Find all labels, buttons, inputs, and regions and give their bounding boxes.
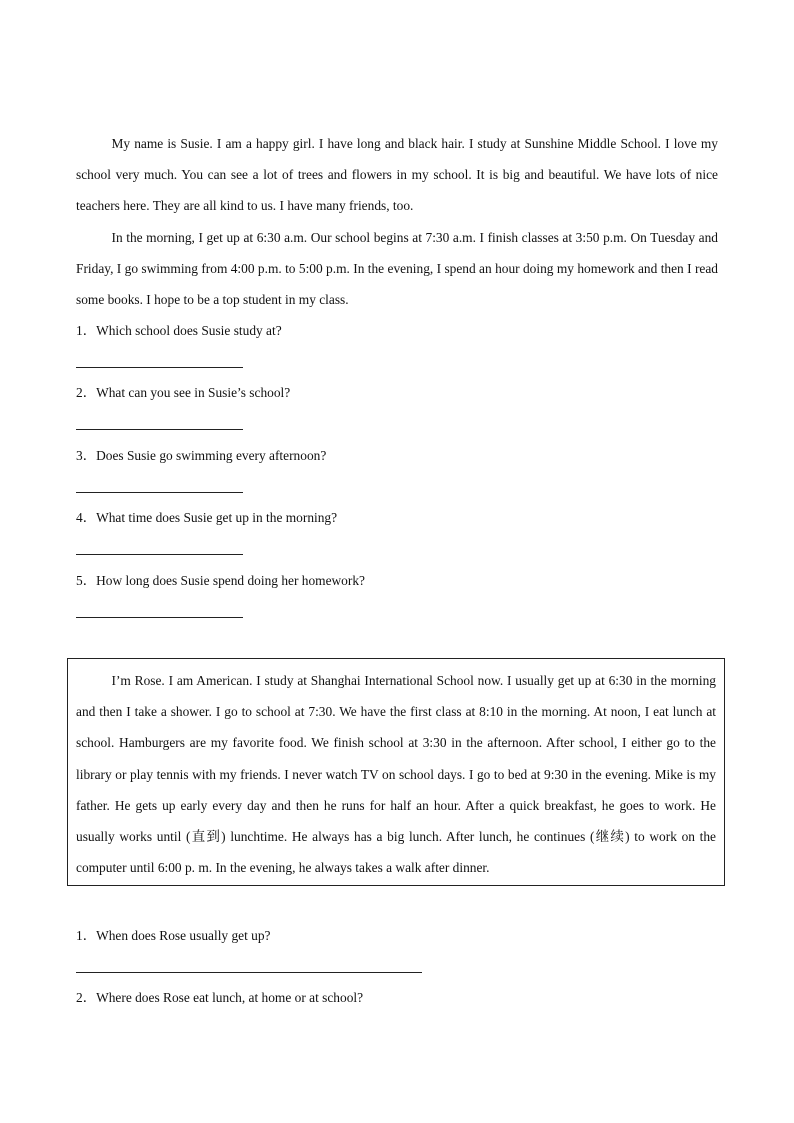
answer-line[interactable] (76, 554, 243, 555)
question-item (76, 982, 718, 1044)
passage-paragraph: In the morning, I get up at 6:30 a.m. Our school begins at 7:30 a.m. I finish classes at 3:50 p.m. On Tuesday and Friday, I go swimming from 4:00 p.m. to 5:00 p.m. In the evening, I spend an hour doing my homework and then I read some books. I hope to be a top student in my class. (76, 229, 718, 308)
question-item (76, 440, 718, 502)
answer-line[interactable] (76, 367, 243, 368)
reading-passage-rose-box (67, 658, 725, 886)
question-item (76, 502, 718, 564)
question-text: 3．Does Susie go swimming every afternoon? (76, 447, 327, 463)
question-text: 2．Where does Rose eat lunch, at home or at school? (76, 990, 364, 1006)
question-list-rose (76, 920, 718, 1045)
question-item (76, 315, 718, 377)
question-text: 1．Which school does Susie study at? (76, 323, 282, 338)
answer-line[interactable] (76, 492, 243, 493)
answer-line[interactable] (76, 429, 243, 430)
question-text: 2．What can you see in Susie’s school? (76, 385, 291, 401)
question-list-susie (76, 315, 718, 627)
question-item (76, 565, 718, 627)
answer-line[interactable] (76, 617, 243, 618)
passage-paragraph: My name is Susie. I am a happy girl. I have long and black hair. I study at Sunshine Middle School. I love my school very much. You can see a lot of trees and flowers in my school. It is big and beautiful. We have lots of nice teachers here. They are all kind to us. I have many friends, too. (76, 136, 718, 214)
reading-passage-susie (76, 128, 718, 315)
passage-paragraph: I’m Rose. I am American. I study at Shanghai International School now. I usually get up at 6:30 in the morning and then I take a shower. I go to school at 7:30. We have the first class at 8:10 in the morning. At noon, I eat lunch at school. Hamburgers are my favorite food. We finish school at 3:30 in the afternoon. After school, I either go to the library or play tennis with my friends. I never watch TV on school days. I go to bed at 9:30 in the evening. Mike is my father. He gets up early every day and then he runs for half an hour. After a quick breakfast, he goes to work. He usually works until (直到) lunchtime. He always has a big lunch. After lunch, he continues (继续) to work on the computer until 6:00 p. m. In the evening, he always takes a walk after dinner. (76, 673, 716, 876)
question-text: 1．When does Rose usually get up? (76, 928, 271, 943)
question-item (76, 377, 718, 439)
question-text: 5．How long does Susie spend doing her homework? (76, 572, 365, 588)
answer-line[interactable] (76, 972, 422, 973)
question-text: 4．What time does Susie get up in the morning? (76, 510, 338, 526)
question-item (76, 920, 718, 982)
